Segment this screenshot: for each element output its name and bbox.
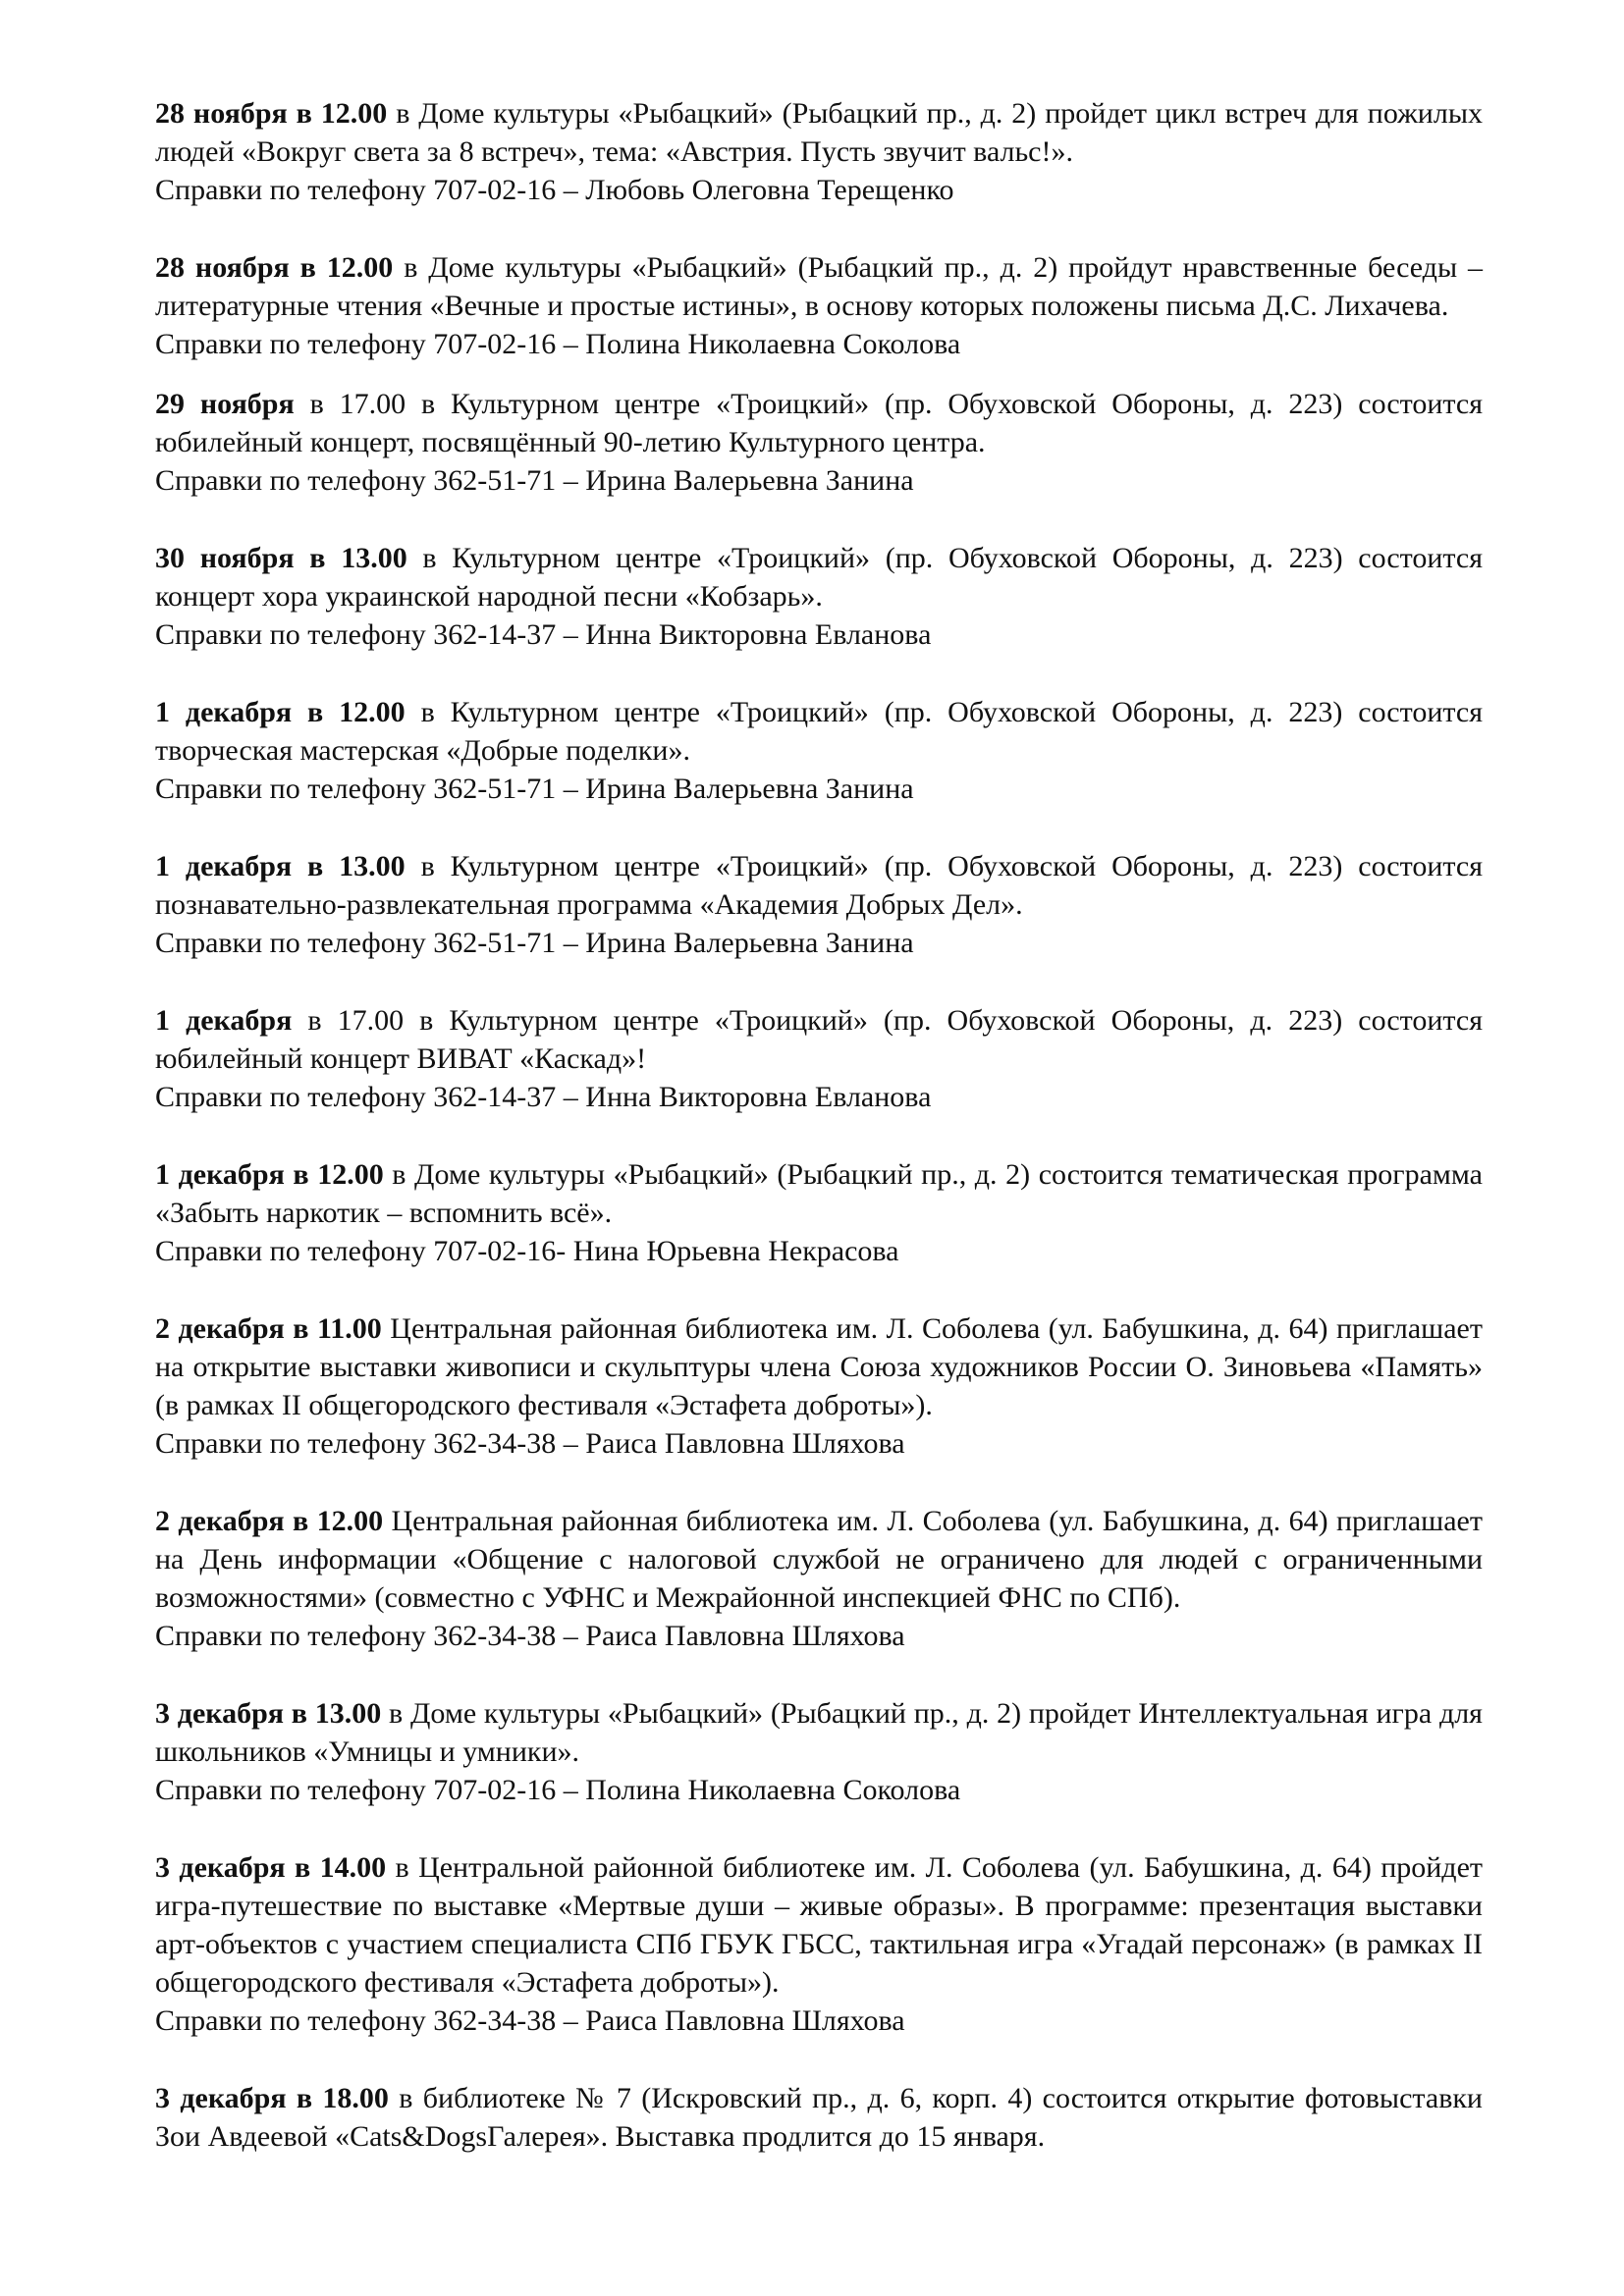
event-description — [155, 248, 1483, 325]
event-item — [155, 94, 1483, 209]
event-contact: Справки по телефону 362-34-38 – Раиса Павловна Шляхова — [155, 1427, 905, 1460]
event-text: в Доме культуры «Рыбацкий» (Рыбацкий пр., д. 2) пройдут нравственные беседы – литературные чтения «Вечные и простые истины», в основу которых положены письма Д.С. Лихачева. — [155, 251, 1484, 322]
event-text: в Центральной районной библиотеке им. Л. Соболева (ул. Бабушкина, д. 64) пройдет игра-путешествие по выставке «Мертвые души – живые образы». В программе: презентация выставки арт-объектов с участием специалиста СПб ГБУК ГБСС, тактильная игра «Угадай персонаж» (в рамках II общегородского фестиваля «Эстафета доброты»). — [155, 1851, 1483, 1999]
event-date-time: 3 декабря в 18.00 — [155, 2082, 389, 2114]
event-contact: Справки по телефону 707-02-16 – Полина Николаевна Соколова — [155, 1774, 961, 1806]
event-description — [155, 1155, 1483, 1232]
event-item — [155, 1155, 1483, 1270]
event-contact: Справки по телефону 362-51-71 – Ирина Валерьевна Занина — [155, 927, 914, 959]
event-item — [155, 847, 1483, 962]
event-text: в 17.00 в Культурном центре «Троицкий» (пр. Обуховской Обороны, д. 223) состоится юбилейный концерт ВИВАТ «Каскад»! — [155, 1004, 1483, 1075]
event-item — [155, 539, 1483, 654]
event-text: в 17.00 в Культурном центре «Троицкий» (пр. Обуховской Обороны, д. 223) состоится юбилейный концерт, посвящённый 90-летию Культурного центра. — [155, 388, 1484, 458]
event-text: в Доме культуры «Рыбацкий» (Рыбацкий пр., д. 2) пройдет цикл встреч для пожилых людей «Вокруг света за 8 встреч», тема: «Австрия. Пусть звучит вальс!». — [155, 97, 1483, 168]
event-description — [155, 1001, 1483, 1078]
event-date-time: 1 декабря в 12.00 — [155, 696, 406, 728]
event-contact: Справки по телефону 362-14-37 – Инна Викторовна Евланова — [155, 618, 932, 651]
event-description — [155, 847, 1483, 924]
event-item — [155, 385, 1483, 500]
event-date-time: 1 декабря в 13.00 — [155, 850, 406, 882]
event-text: в Доме культуры «Рыбацкий» (Рыбацкий пр., д. 2) состоится тематическая программа «Забыть наркотик – вспомнить всё». — [155, 1158, 1483, 1229]
event-contact: Справки по телефону 707-02-16- Нина Юрьевна Некрасова — [155, 1235, 899, 1267]
event-description — [155, 1694, 1483, 1771]
event-date-time: 2 декабря в 11.00 — [155, 1312, 382, 1345]
event-text: в Культурном центре «Троицкий» (пр. Обуховской Обороны, д. 223) состоится познавательно-развлекательная программа «Академия Добрых Дел». — [155, 850, 1483, 921]
event-description — [155, 385, 1483, 461]
event-item — [155, 1309, 1483, 1463]
event-date-time: 1 декабря — [155, 1004, 293, 1037]
event-text: Центральная районная библиотека им. Л. Соболева (ул. Бабушкина, д. 64) приглашает на День информации «Общение с налоговой службой не ограничено для людей с ограниченными возможностями» (совместно с УФНС и Межрайонной инспекцией ФНС по СПб). — [155, 1505, 1483, 1614]
event-text: Центральная районная библиотека им. Л. Соболева (ул. Бабушкина, д. 64) приглашает на открытие выставки живописи и скульптуры члена Союза художников России О. Зиновьева «Память» (в рамках II общегородского фестиваля «Эстафета доброты»). — [155, 1312, 1483, 1421]
event-date-time: 2 декабря в 12.00 — [155, 1505, 384, 1537]
event-item — [155, 1502, 1483, 1655]
event-contact: Справки по телефону 362-51-71 – Ирина Валерьевна Занина — [155, 464, 914, 497]
event-contact: Справки по телефону 362-34-38 – Раиса Павловна Шляхова — [155, 2004, 905, 2037]
event-date-time: 28 ноября в 12.00 — [155, 251, 394, 284]
event-contact: Справки по телефону 707-02-16 – Любовь Олеговна Терещенко — [155, 174, 954, 206]
event-date-time: 1 декабря в 12.00 — [155, 1158, 384, 1191]
event-contact: Справки по телефону 707-02-16 – Полина Николаевна Соколова — [155, 328, 961, 360]
event-description — [155, 1309, 1483, 1424]
event-date-time: 28 ноября в 12.00 — [155, 97, 388, 130]
event-text: в Культурном центре «Троицкий» (пр. Обуховской Обороны, д. 223) состоится концерт хора украинской народной песни «Кобзарь». — [155, 542, 1484, 613]
event-description — [155, 94, 1483, 171]
event-description — [155, 539, 1483, 615]
event-description — [155, 1502, 1483, 1617]
event-date-time: 3 декабря в 14.00 — [155, 1851, 387, 1884]
event-date-time: 30 ноября в 13.00 — [155, 542, 407, 574]
event-text: в Доме культуры «Рыбацкий» (Рыбацкий пр., д. 2) пройдет Интеллектуальная игра для школьников «Умницы и умники». — [155, 1697, 1483, 1768]
event-text: в Культурном центре «Троицкий» (пр. Обуховской Обороны, д. 223) состоится творческая мастерская «Добрые поделки». — [155, 696, 1483, 767]
document-page — [155, 94, 1483, 2195]
event-date-time: 29 ноября — [155, 388, 295, 420]
event-item — [155, 1001, 1483, 1116]
event-item — [155, 1694, 1483, 1809]
event-item — [155, 2079, 1483, 2156]
event-contact: Справки по телефону 362-34-38 – Раиса Павловна Шляхова — [155, 1620, 905, 1652]
event-description — [155, 1848, 1483, 2002]
event-text: в библиотеке № 7 (Искровский пр., д. 6, корп. 4) состоится открытие фотовыставки Зои Авдеевой «Cats&DogsГалерея». Выставка продлится до 15 января. — [155, 2082, 1483, 2153]
event-item — [155, 248, 1483, 363]
event-contact: Справки по телефону 362-14-37 – Инна Викторовна Евланова — [155, 1081, 932, 1113]
event-item — [155, 1848, 1483, 2040]
event-description — [155, 2079, 1483, 2156]
event-item — [155, 693, 1483, 808]
event-contact: Справки по телефону 362-51-71 – Ирина Валерьевна Занина — [155, 773, 914, 805]
event-date-time: 3 декабря в 13.00 — [155, 1697, 382, 1730]
event-description — [155, 693, 1483, 770]
